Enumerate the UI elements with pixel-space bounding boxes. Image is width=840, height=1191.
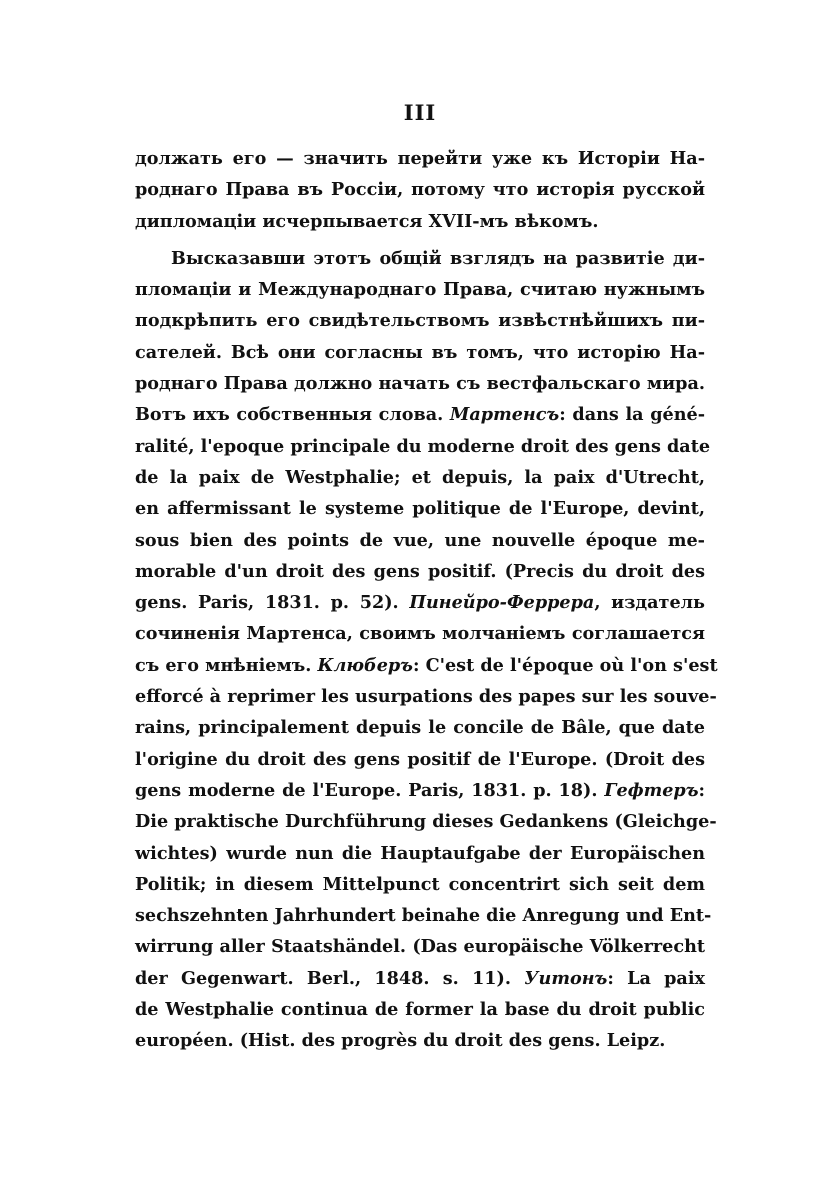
text-segment: сочиненія Мартенса, своимъ молчаніемъ соглашается xyxy=(135,623,705,645)
text-line xyxy=(135,712,705,743)
text-segment: en affermissant le systeme politique de l'Europe, devint, xyxy=(135,498,705,520)
text-segment: пломаціи и Международнаго Права, считаю нужнымъ xyxy=(135,279,705,301)
text-segment: l'origine du droit des gens positif de l'Europe. (Droit des xyxy=(135,748,705,770)
text-line xyxy=(135,243,705,274)
text-line xyxy=(135,994,705,1025)
text-segment: : La paix xyxy=(607,967,706,989)
text-segment: , издатель xyxy=(594,592,705,614)
text-segment: : xyxy=(698,779,705,801)
author-name: Пинейро-Феррера xyxy=(409,592,595,614)
paragraph xyxy=(135,243,718,1057)
text-segment: Вотъ ихъ собственныя слова. xyxy=(135,404,450,426)
text-segment: подкрѣпить его свидѣтельствомъ извѣстнѣйшихъ пи- xyxy=(135,310,705,332)
text-line xyxy=(135,806,717,837)
text-segment: : dans la géné- xyxy=(559,404,705,426)
text-line xyxy=(135,462,705,493)
text-line xyxy=(135,931,705,962)
page-number: III xyxy=(403,100,437,125)
body-text xyxy=(135,143,718,1057)
author-name: Клюберъ xyxy=(317,654,413,676)
text-segment: дипломаціи исчерпывается XVII-мъ вѣкомъ. xyxy=(135,210,599,232)
text-line xyxy=(135,744,705,775)
text-line xyxy=(135,174,705,205)
text-line xyxy=(135,337,705,368)
text-line xyxy=(135,838,705,869)
text-segment: роднаго Права должно начать съ вестфальскаго мира. xyxy=(135,373,705,395)
text-segment: rains, principalement depuis le concile de Bâle, que date xyxy=(135,717,705,739)
text-line xyxy=(135,305,705,336)
text-segment: gens. Paris, 1831. p. 52). xyxy=(135,592,410,614)
author-name: Гефтеръ xyxy=(604,779,699,801)
text-segment: de la paix de Westphalie; et depuis, la paix d'Utrecht, xyxy=(135,466,705,488)
text-line xyxy=(135,587,705,618)
text-line xyxy=(135,650,718,681)
text-line xyxy=(135,556,705,587)
text-segment: должать его — значить перейти уже къ Исторіи На- xyxy=(135,148,705,169)
text-segment: сателей. Всѣ они согласны въ томъ, что исторію На- xyxy=(135,341,705,363)
text-segment: wichtes) wurde nun die Hauptaufgabe der Europäischen xyxy=(135,842,705,864)
paragraph xyxy=(135,143,705,237)
text-line xyxy=(135,618,705,649)
text-line xyxy=(135,1025,705,1056)
text-segment: роднаго Права въ Россіи, потому что исторія русской xyxy=(135,179,705,201)
text-line xyxy=(135,900,712,931)
text-segment: съ его мнѣніемъ. xyxy=(135,654,318,676)
author-name: Уитонъ xyxy=(524,967,608,989)
text-segment: Die praktische Durchführung dieses Gedankens (Gleichge- xyxy=(135,811,717,833)
text-segment: : C'est de l'époque où l'on s'est xyxy=(412,654,718,676)
text-line xyxy=(135,869,705,900)
text-segment: Высказавши этотъ общій взглядъ на развитіе ди- xyxy=(171,247,705,269)
text-line xyxy=(135,525,705,556)
text-segment: ralité, l'epoque principale du moderne droit des gens date xyxy=(135,435,711,457)
text-line xyxy=(135,681,717,712)
text-segment: efforcé à reprimer les usurpations des papes sur les souve- xyxy=(135,686,717,708)
text-segment: sechszehnten Jahrhundert beinahe die Anregung und Ent- xyxy=(135,905,712,927)
text-line xyxy=(135,143,705,174)
text-segment: morable d'un droit des gens positif. (Precis du droit des xyxy=(135,560,705,582)
text-line xyxy=(135,493,705,524)
text-segment: sous bien des points de vue, une nouvelle époque me- xyxy=(135,529,705,551)
text-segment: européen. (Hist. des progrès du droit des gens. Leipz. xyxy=(135,1030,666,1052)
text-segment: gens moderne de l'Europe. Paris, 1831. p. 18). xyxy=(135,779,605,801)
text-line xyxy=(135,206,705,237)
text-line xyxy=(135,963,705,994)
text-line xyxy=(135,274,705,305)
text-segment: Politik; in diesem Mittelpunct concentrirt sich seit dem xyxy=(135,873,705,895)
author-name: Мартенсъ xyxy=(449,404,560,426)
text-line xyxy=(135,775,705,806)
text-segment: wirrung aller Staatshändel. (Das europäische Völkerrecht xyxy=(135,936,705,958)
text-segment: de Westphalie continua de former la base du droit public xyxy=(135,999,705,1021)
text-line xyxy=(135,431,711,462)
text-line xyxy=(135,399,705,430)
text-line xyxy=(135,368,705,399)
text-segment: der Gegenwart. Berl., 1848. s. 11). xyxy=(135,967,525,989)
